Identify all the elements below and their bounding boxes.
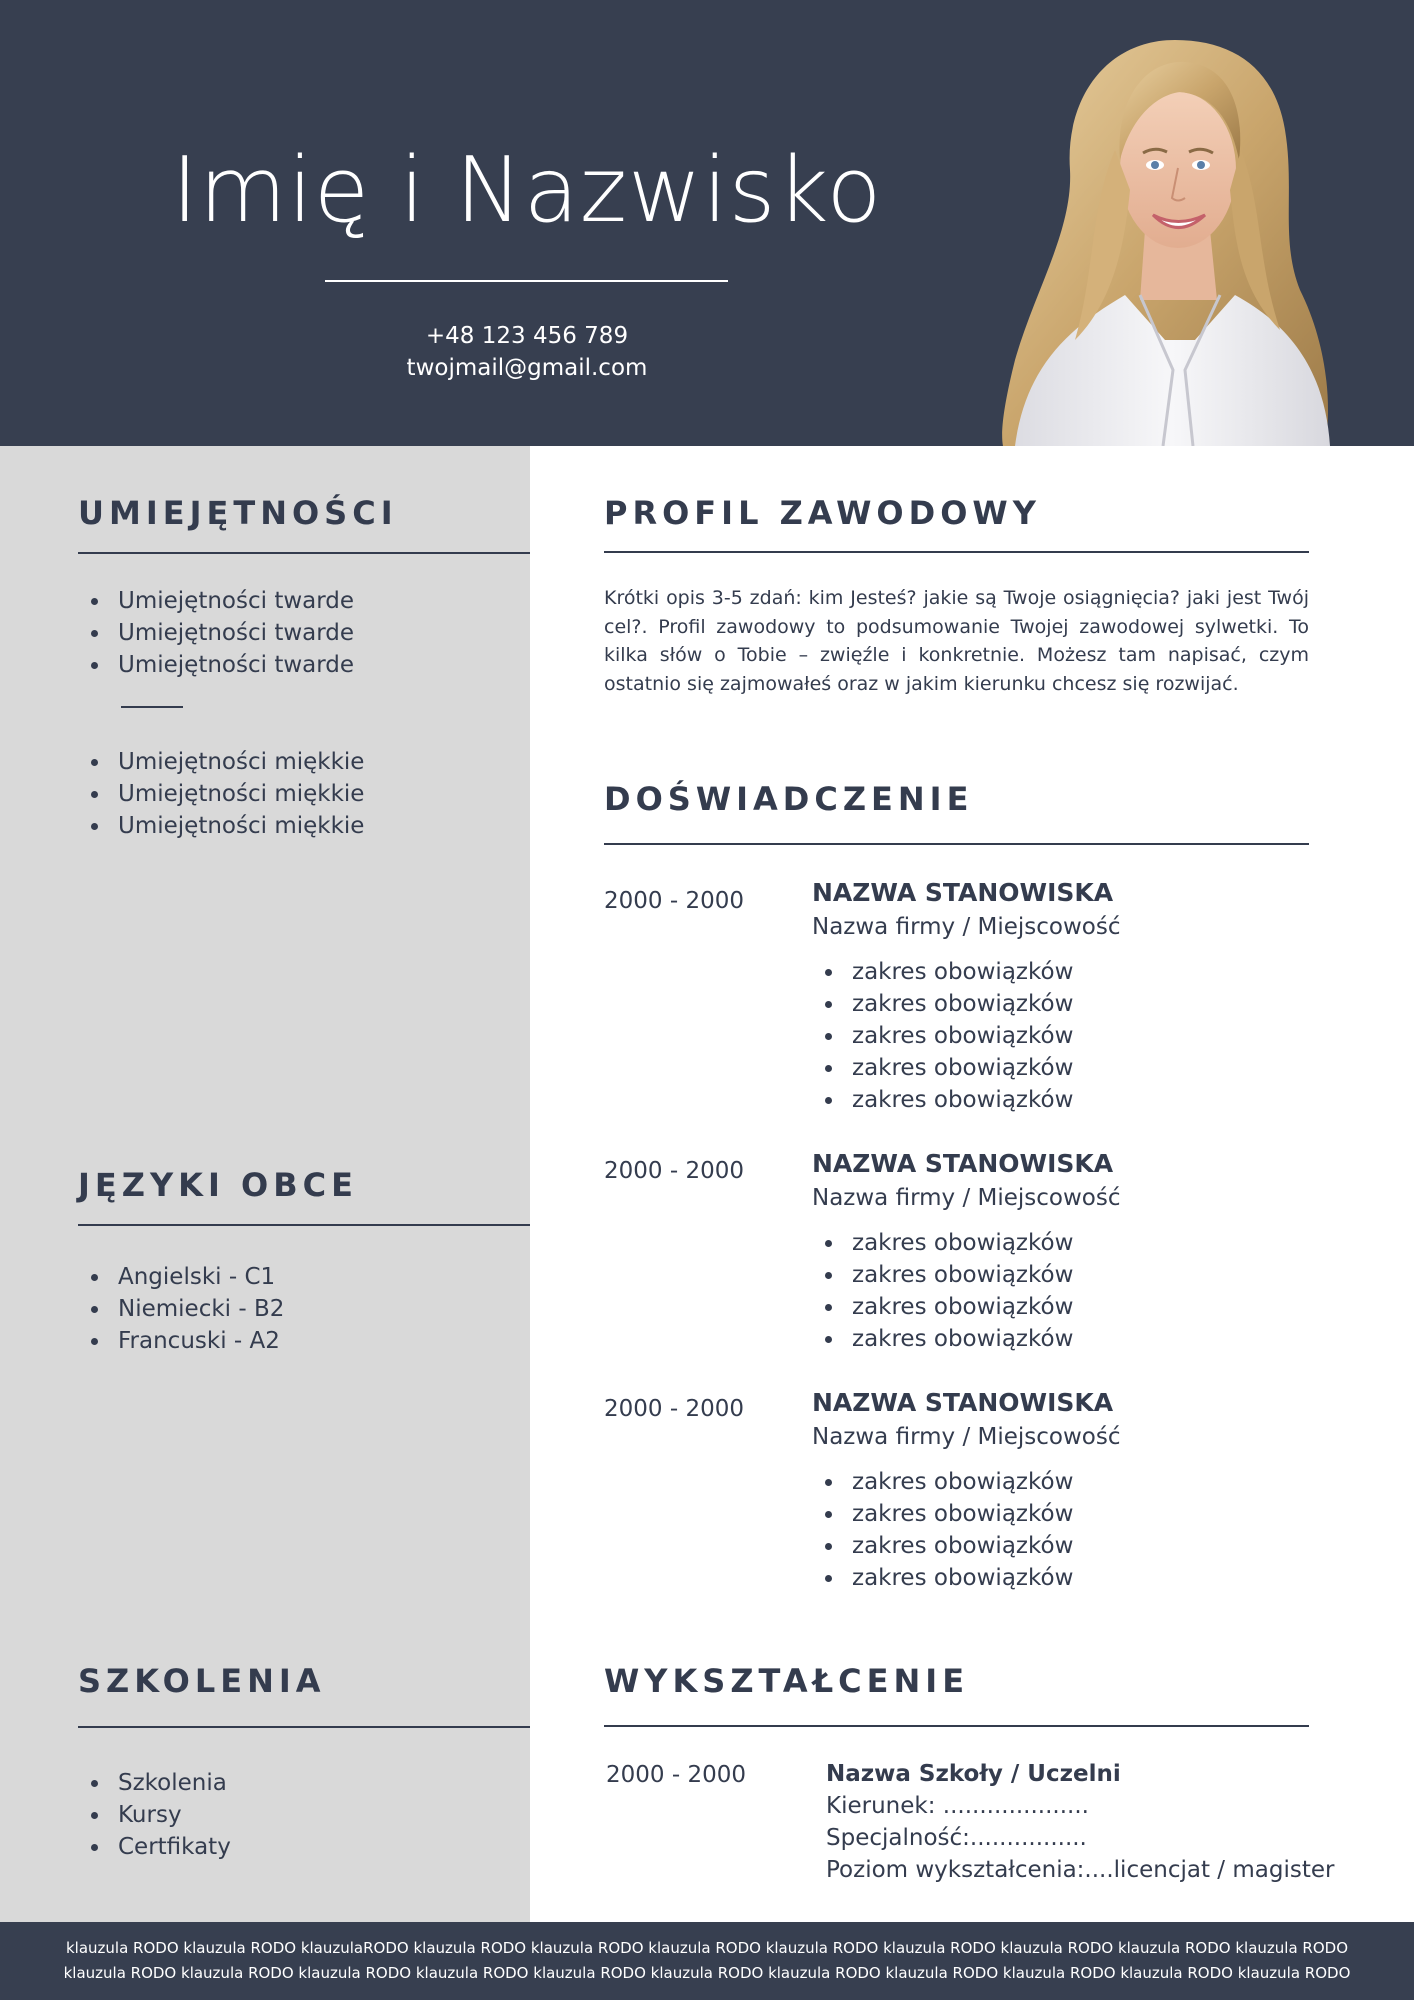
list-item: zakres obowiązków	[812, 1498, 1073, 1530]
languages-heading: JĘZYKI OBCE	[78, 1166, 358, 1204]
job-dates: 2000 - 2000	[604, 1396, 744, 1422]
list-item: Umiejętności miękkie	[78, 778, 364, 810]
profile-summary: Krótki opis 3-5 zdań: kim Jesteś? jakie są Twoje osiągnięcia? jaki jest Twój cel?. Profil zawodowy to podsumowanie Twojej zawodowej sylwetki. To kilka słów o Tobie – zwięźle i konkretnie. Możesz tam napisać, czym ostatnio się zajmowałeś oraz w jakim kierunku chcesz się rozwijać.	[604, 587, 1309, 695]
phone-number: +48 123 456 789	[425, 323, 629, 349]
list-item: Umiejętności twarde	[78, 649, 354, 681]
trainings-heading: SZKOLENIA	[78, 1662, 326, 1700]
footer-banner	[0, 1922, 1414, 2000]
list-item: zakres obowiązków	[812, 1323, 1073, 1355]
list-item: zakres obowiązków	[812, 1084, 1073, 1116]
list-item: Angielski - C1	[78, 1261, 284, 1293]
duties-list	[812, 1466, 1073, 1594]
list-item: Szkolenia	[78, 1767, 231, 1799]
job-dates: 2000 - 2000	[604, 1158, 744, 1184]
experience-divider	[604, 843, 1309, 845]
education-divider	[604, 1725, 1309, 1727]
trainings-divider	[78, 1726, 530, 1728]
list-item: zakres obowiązków	[812, 1291, 1073, 1323]
education-heading: WYKSZTAŁCENIE	[604, 1662, 970, 1700]
profile-divider	[604, 551, 1309, 553]
full-name: Imię i Nazwisko	[171, 138, 883, 243]
languages-list	[78, 1261, 284, 1357]
job-company: Nazwa firmy / Miejscowość	[812, 1185, 1121, 1211]
list-item: zakres obowiązków	[812, 1227, 1073, 1259]
job-company: Nazwa firmy / Miejscowość	[812, 1424, 1121, 1450]
profile-heading: PROFIL ZAWODOWY	[604, 494, 1041, 532]
education-field: Kierunek: ....................	[826, 1793, 1089, 1819]
skills-heading: UMIEJĘTNOŚCI	[78, 494, 398, 532]
header-banner	[0, 0, 1414, 446]
list-item: Umiejętności miękkie	[78, 746, 364, 778]
list-item: Niemiecki - B2	[78, 1293, 284, 1325]
experience-heading: DOŚWIADCZENIE	[604, 780, 974, 818]
education-level: Poziom wykształcenia:....licencjat / magister	[826, 1857, 1335, 1883]
profile-photo	[995, 40, 1345, 446]
education-dates: 2000 - 2000	[606, 1762, 746, 1788]
list-item: zakres obowiązków	[812, 1562, 1073, 1594]
list-item: zakres obowiązków	[812, 956, 1073, 988]
education-specialty: Specjalność:................	[826, 1825, 1087, 1851]
list-item: zakres obowiązków	[812, 988, 1073, 1020]
job-company: Nazwa firmy / Miejscowość	[812, 914, 1121, 940]
list-item: Kursy	[78, 1799, 231, 1831]
hard-skills-list	[78, 585, 354, 681]
soft-skills-list	[78, 746, 364, 842]
list-item: zakres obowiązków	[812, 1259, 1073, 1291]
list-item: Umiejętności twarde	[78, 585, 354, 617]
skills-divider	[78, 552, 530, 554]
skills-separator	[121, 706, 183, 708]
email-address: twojmail@gmail.com	[406, 355, 648, 381]
job-position: NAZWA STANOWISKA	[812, 1388, 1114, 1417]
name-divider	[325, 280, 728, 282]
list-item: Francuski - A2	[78, 1325, 284, 1357]
list-item: Umiejętności miękkie	[78, 810, 364, 842]
languages-divider	[78, 1224, 530, 1226]
list-item: Umiejętności twarde	[78, 617, 354, 649]
school-name: Nazwa Szkoły / Uczelni	[826, 1761, 1121, 1787]
duties-list	[812, 1227, 1073, 1355]
trainings-list	[78, 1767, 231, 1863]
job-dates: 2000 - 2000	[604, 888, 744, 914]
list-item: zakres obowiązków	[812, 1052, 1073, 1084]
duties-list	[812, 956, 1073, 1116]
list-item: Certfikaty	[78, 1831, 231, 1863]
job-position: NAZWA STANOWISKA	[812, 1149, 1114, 1178]
list-item: zakres obowiązków	[812, 1530, 1073, 1562]
list-item: zakres obowiązków	[812, 1466, 1073, 1498]
job-position: NAZWA STANOWISKA	[812, 878, 1114, 907]
list-item: zakres obowiązków	[812, 1020, 1073, 1052]
rodo-clause: klauzula RODO klauzula RODO klauzulaRODO klauzula RODO klauzula RODO klauzula RODO klauzula RODO klauzula RODO klauzula RODO klauzula RODO klauzula RODO klauzula RODO klauzula RODO klauzula RODO klauzula RODO klauzula RODO klauzula RODO klauzula RODO klauzula RODO klauzula RODO klauzula RODO klauzula RODO	[63, 1939, 1351, 1982]
